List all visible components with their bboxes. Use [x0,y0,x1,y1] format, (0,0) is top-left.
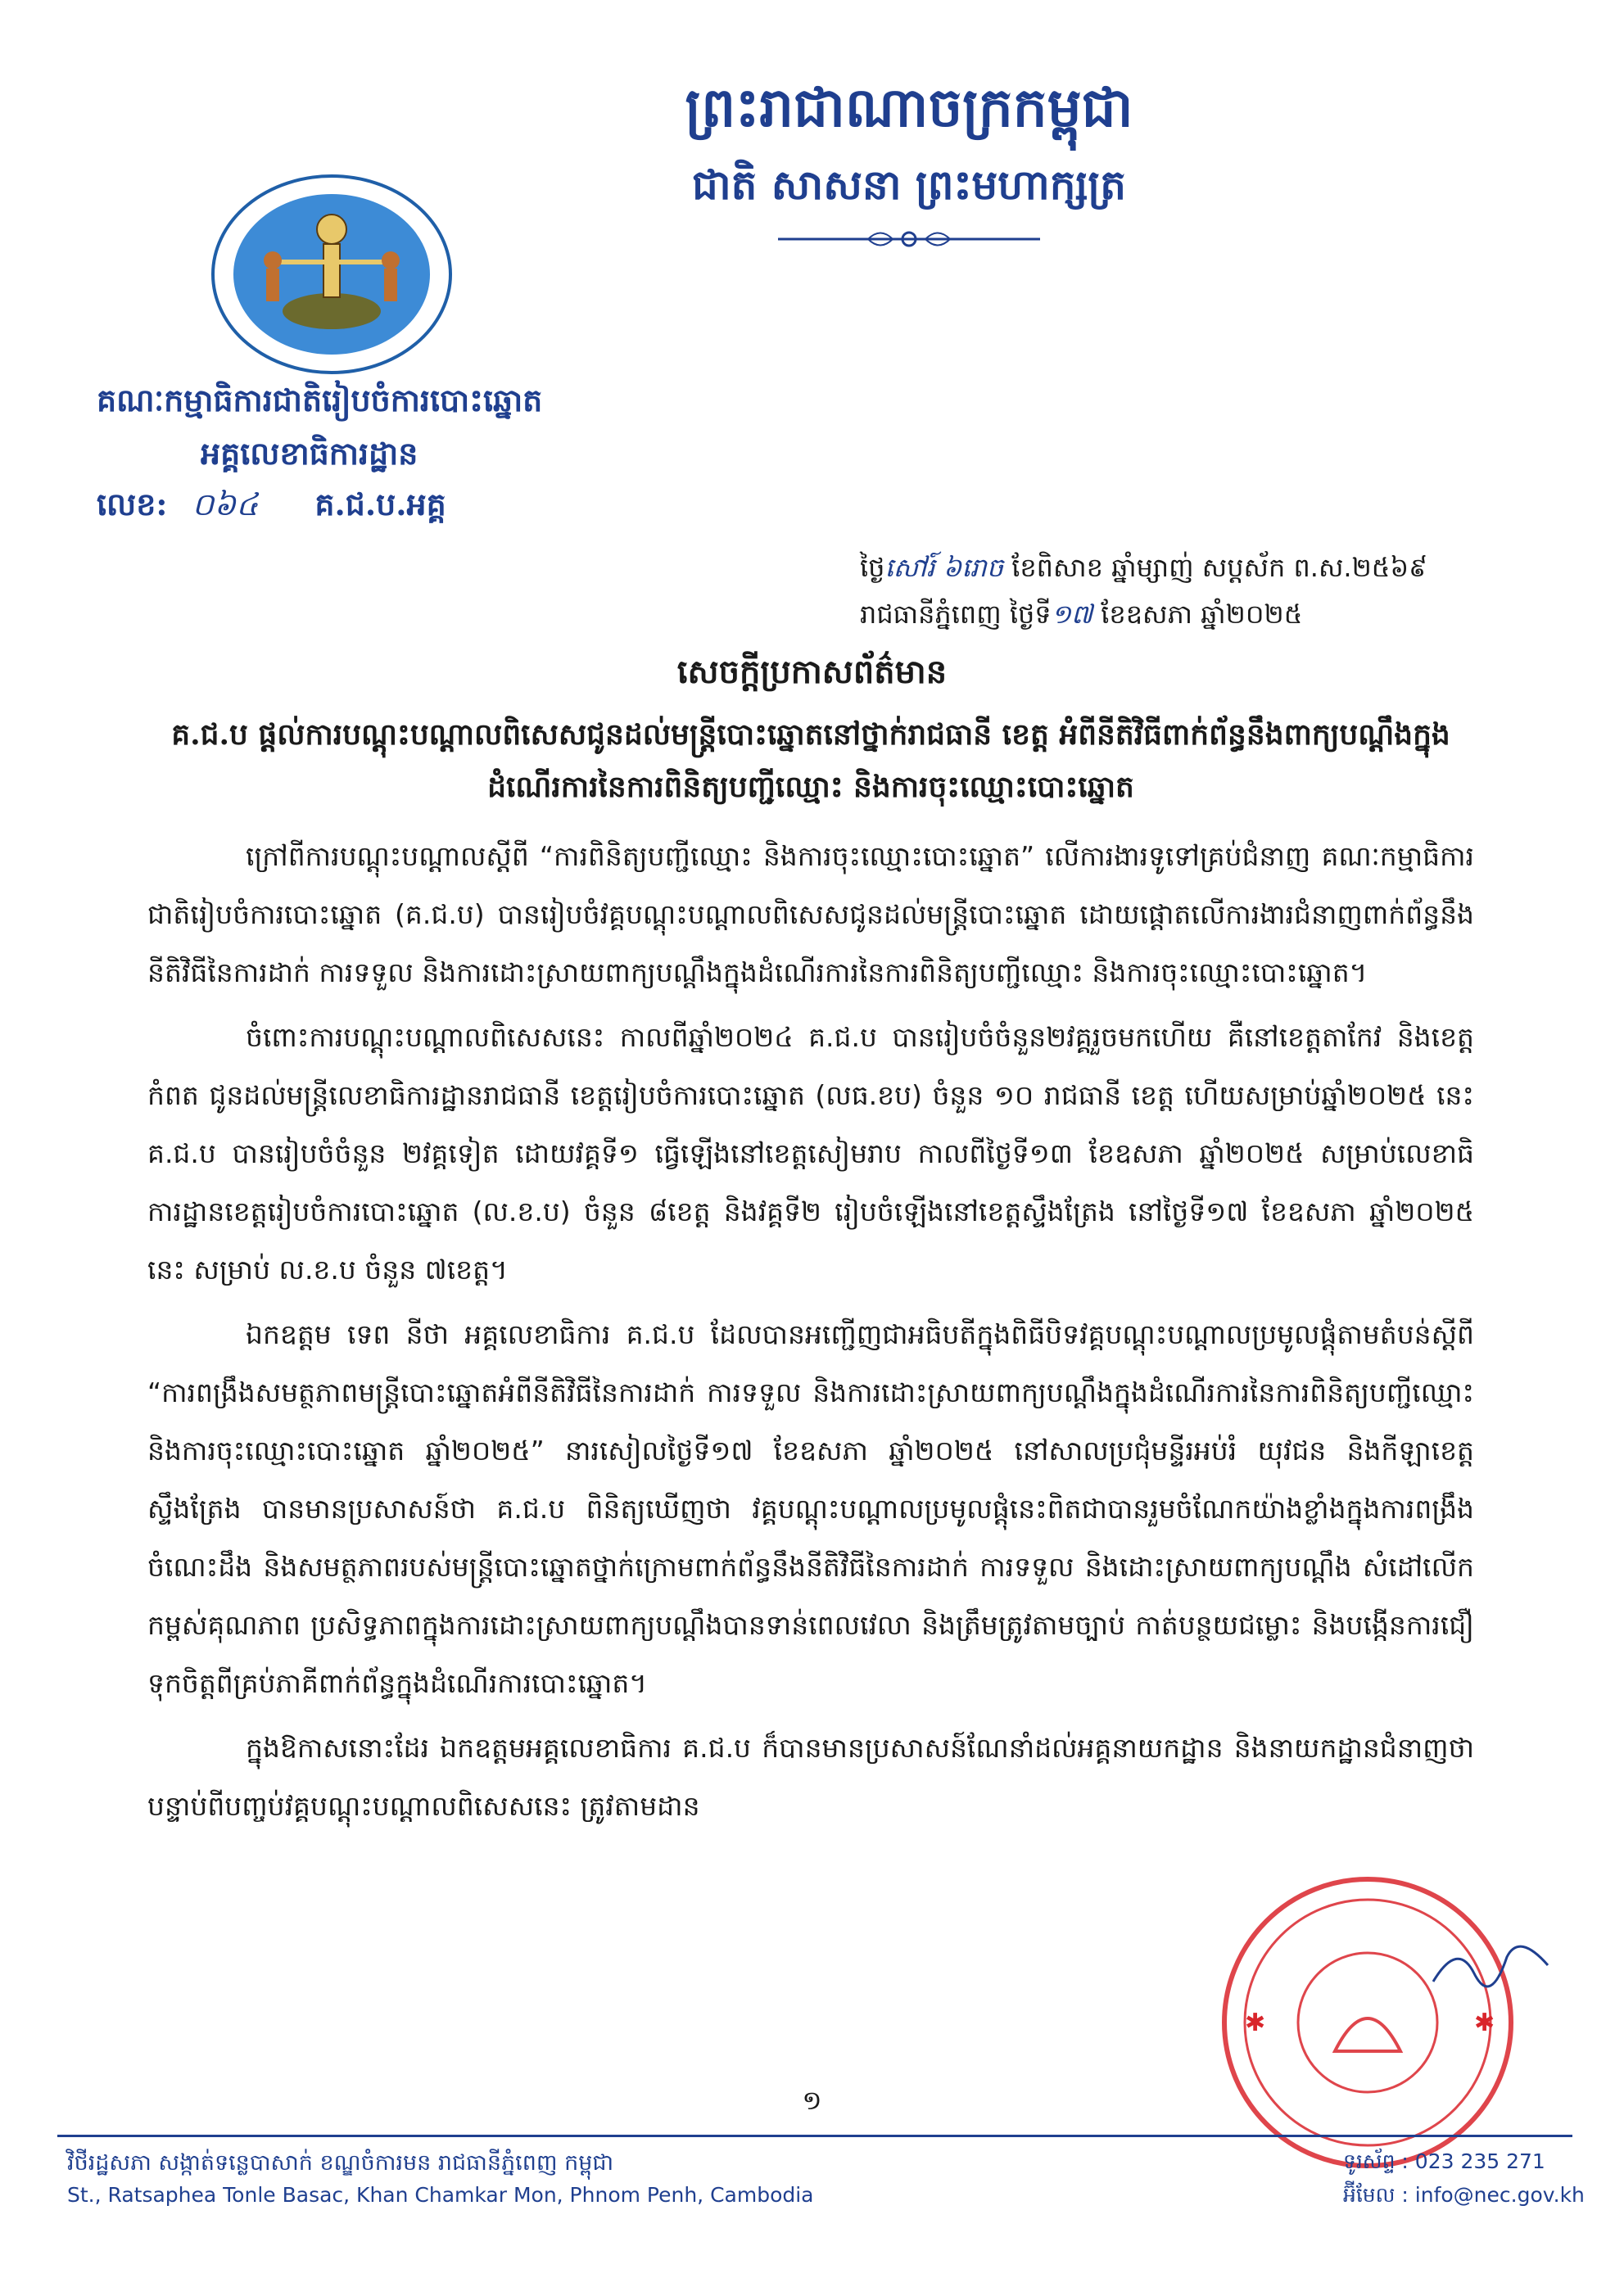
signature-icon [1425,1932,1556,1998]
solar-date-handwritten: ១៧ [1051,599,1093,630]
paragraph: ចំពោះការបណ្តុះបណ្តាលពិសេសនេះ កាលពីឆ្នាំ២០២៤ គ.ជ.ប បានរៀបចំចំនួន២វគ្គរួចមកហើយ គឺនៅខេត្តតាកែវ និងខេត្តកំពត ជូនដល់មន្ត្រីលេខាធិការដ្ឋានរាជធានី ខេត្តរៀបចំការបោះឆ្នោត (លធ.ខប) ចំនួន ១០ រាជធានី ខេត្ត ហើយសម្រាប់ឆ្នាំ២០២៥ នេះ គ.ជ.ប បានរៀបចំចំនួន ២វគ្គទៀត ដោយវគ្គទី១ ធ្វើឡើងនៅខេត្តសៀមរាប កាលពីថ្ងៃទី១៣ ខែឧសភា ឆ្នាំ២០២៥ សម្រាប់លេខាធិការដ្ឋានខេត្តរៀបចំការបោះឆ្នោត (ល.ខ.ប) ចំនួន ៨ខេត្ត និងវគ្គទី២ រៀបចំឡើងនៅខេត្តស្ទឹងត្រែង នៅថ្ងៃទី១៧ ខែឧសភា ឆ្នាំ២០២៥ នេះ សម្រាប់ ល.ខ.ប ចំនួន ៧ខេត្ត។ [147,1021,1474,1286]
lunar-date-handwritten: សៅរ៍ ៦រោច [884,552,1004,583]
page-number: ១ [802,2085,822,2116]
document-title: សេចក្តីប្រកាសព័ត៌មាន [676,653,948,691]
solar-date-prefix: រាជធានីភ្នំពេញ ថ្ងៃទី [860,599,1052,630]
svg-text:✱: ✱ [1474,2009,1495,2037]
reference-line [97,485,446,531]
reference-code: គ.ជ.ប.អគ្គ [314,486,446,522]
footer-address-english: St., Ratsaphea Tonle Basac, Khan Chamkar Mon, Phnom Penh, Cambodia [67,2183,814,2207]
svg-text:✱: ✱ [1245,2009,1266,2037]
nec-seal-logo [209,172,455,377]
solar-date-rest: ខែឧសភា ឆ្នាំ២០២៥ [1092,599,1303,630]
footer-email: អ៊ីមែល : info@nec.gov.kh [1343,2183,1585,2207]
footer-address-khmer: វិថីរដ្ឋសភា សង្កាត់ទន្លេបាសាក់ ខណ្ឌចំការមន រាជធានីភ្នំពេញ កម្ពុជា [67,2150,614,2176]
footer-divider [57,2135,1572,2137]
reference-label: លេខ: [97,486,168,522]
paragraph: ក្នុងឱកាសនោះដែរ ឯកឧត្តមអគ្គលេខាធិការ គ.ជ.ប ក៏បានមានប្រសាសន៍ណែនាំដល់អគ្គនាយកដ្ឋាន និងនាយកដ្ឋានជំនាញថា បន្ទាប់ពីបញ្ចប់វគ្គបណ្តុះបណ្តាលពិសេសនេះ ត្រូវតាមដាន [147,1732,1474,1822]
lunar-date-rest: ខែពិសាខ ឆ្នាំម្សាញ់ សប្តស័ក ព.ស.២៥៦៩ [1003,552,1427,583]
footer-phone: ទូរស័ព្ទ : 023 235 271 [1343,2149,1545,2173]
lunar-date-line [860,551,1427,590]
paragraph: ក្រៅពីការបណ្តុះបណ្តាលស្តីពី “ការពិនិត្យបញ្ជីឈ្មោះ និងការចុះឈ្មោះបោះឆ្នោត” លើការងារទូទៅគ្រប់ជំនាញ គណៈកម្មាធិការជាតិរៀបចំការបោះឆ្នោត (គ.ជ.ប) បានរៀបចំវគ្គបណ្តុះបណ្តាលពិសេសជូនដល់មន្ត្រីបោះឆ្នោត ដោយផ្តោតលើការងារជំនាញពាក់ព័ន្ធនឹងនីតិវិធីនៃការដាក់ ការទទួល និងការដោះស្រាយពាក្យបណ្តឹងក្នុងដំណើរការនៃការពិនិត្យបញ្ជីឈ្មោះ និងការចុះឈ្មោះបោះឆ្នោត។ [147,840,1474,988]
official-stamp-icon [1212,1871,1523,2174]
organization-name: គណៈកម្មាធិការជាតិរៀបចំការបោះឆ្នោត [97,382,543,418]
national-motto: ជាតិ សាសនា ព្រះមហាក្សត្រ [692,160,1126,209]
lunar-date-prefix: ថ្ងៃ [860,552,885,583]
document-body [147,827,1474,1842]
ornament-divider-icon [762,223,1056,255]
reference-number: ០៦៤ [192,486,259,522]
solar-date-line [860,598,1302,636]
kingdom-heading: ព្រះរាជាណាចក្រកម្ពុជា [685,75,1133,139]
department-name: អគ្គលេខាធិការដ្ឋាន [201,435,418,472]
paragraph: ឯកឧត្តម ទេព នីថា អគ្គលេខាធិការ គ.ជ.ប ដែលបានអញ្ជើញជាអធិបតីក្នុងពិធីបិទវគ្គបណ្តុះបណ្តាលប្រមូលផ្តុំតាមតំបន់ស្តីពី “ការពង្រឹងសមត្ថភាពមន្ត្រីបោះឆ្នោតអំពីនីតិវិធីនៃការដាក់ ការទទួល និងការដោះស្រាយពាក្យបណ្តឹងក្នុងដំណើរការនៃការពិនិត្យបញ្ជីឈ្មោះ និងការចុះឈ្មោះបោះឆ្នោត ឆ្នាំ២០២៥” នារសៀលថ្ងៃទី១៧ ខែឧសភា ឆ្នាំ២០២៥ នៅសាលប្រជុំមន្ទីរអប់រំ យុវជន និងកីឡាខេត្តស្ទឹងត្រែង បានមានប្រសាសន៍ថា គ.ជ.ប ពិនិត្យឃើញថា វគ្គបណ្តុះបណ្តាលប្រមូលផ្តុំនេះពិតជាបានរួមចំណែកយ៉ាងខ្លាំងក្នុងការពង្រឹងចំណេះដឹង និងសមត្ថភាពរបស់មន្ត្រីបោះឆ្នោតថ្នាក់ក្រោមពាក់ព័ន្ធនឹងនីតិវិធីនៃការដាក់ ការទទួល និងដោះស្រាយពាក្យបណ្តឹង សំដៅលើកកម្ពស់គុណភាព ប្រសិទ្ធភាពក្នុងការដោះស្រាយពាក្យបណ្តឹងបានទាន់ពេលវេលា និងត្រឹមត្រូវតាមច្បាប់ កាត់បន្ថយជម្លោះ និងបង្កើនការជឿទុកចិត្តពីគ្រប់ភាគីពាក់ព័ន្ធក្នុងដំណើរការបោះឆ្នោត។ [147,1318,1474,1699]
document-subtitle: គ.ជ.ប ផ្តល់ការបណ្តុះបណ្តាលពិសេសជូនដល់មន្ត្រីបោះឆ្នោតនៅថ្នាក់រាជធានី ខេត្ត អំពីនីតិវិធីពាក់ព័ន្ធនឹងពាក្យបណ្តឹងក្នុងដំណើរការនៃការពិនិត្យបញ្ជីឈ្មោះ និងការចុះឈ្មោះបោះឆ្នោត [171,717,1450,804]
